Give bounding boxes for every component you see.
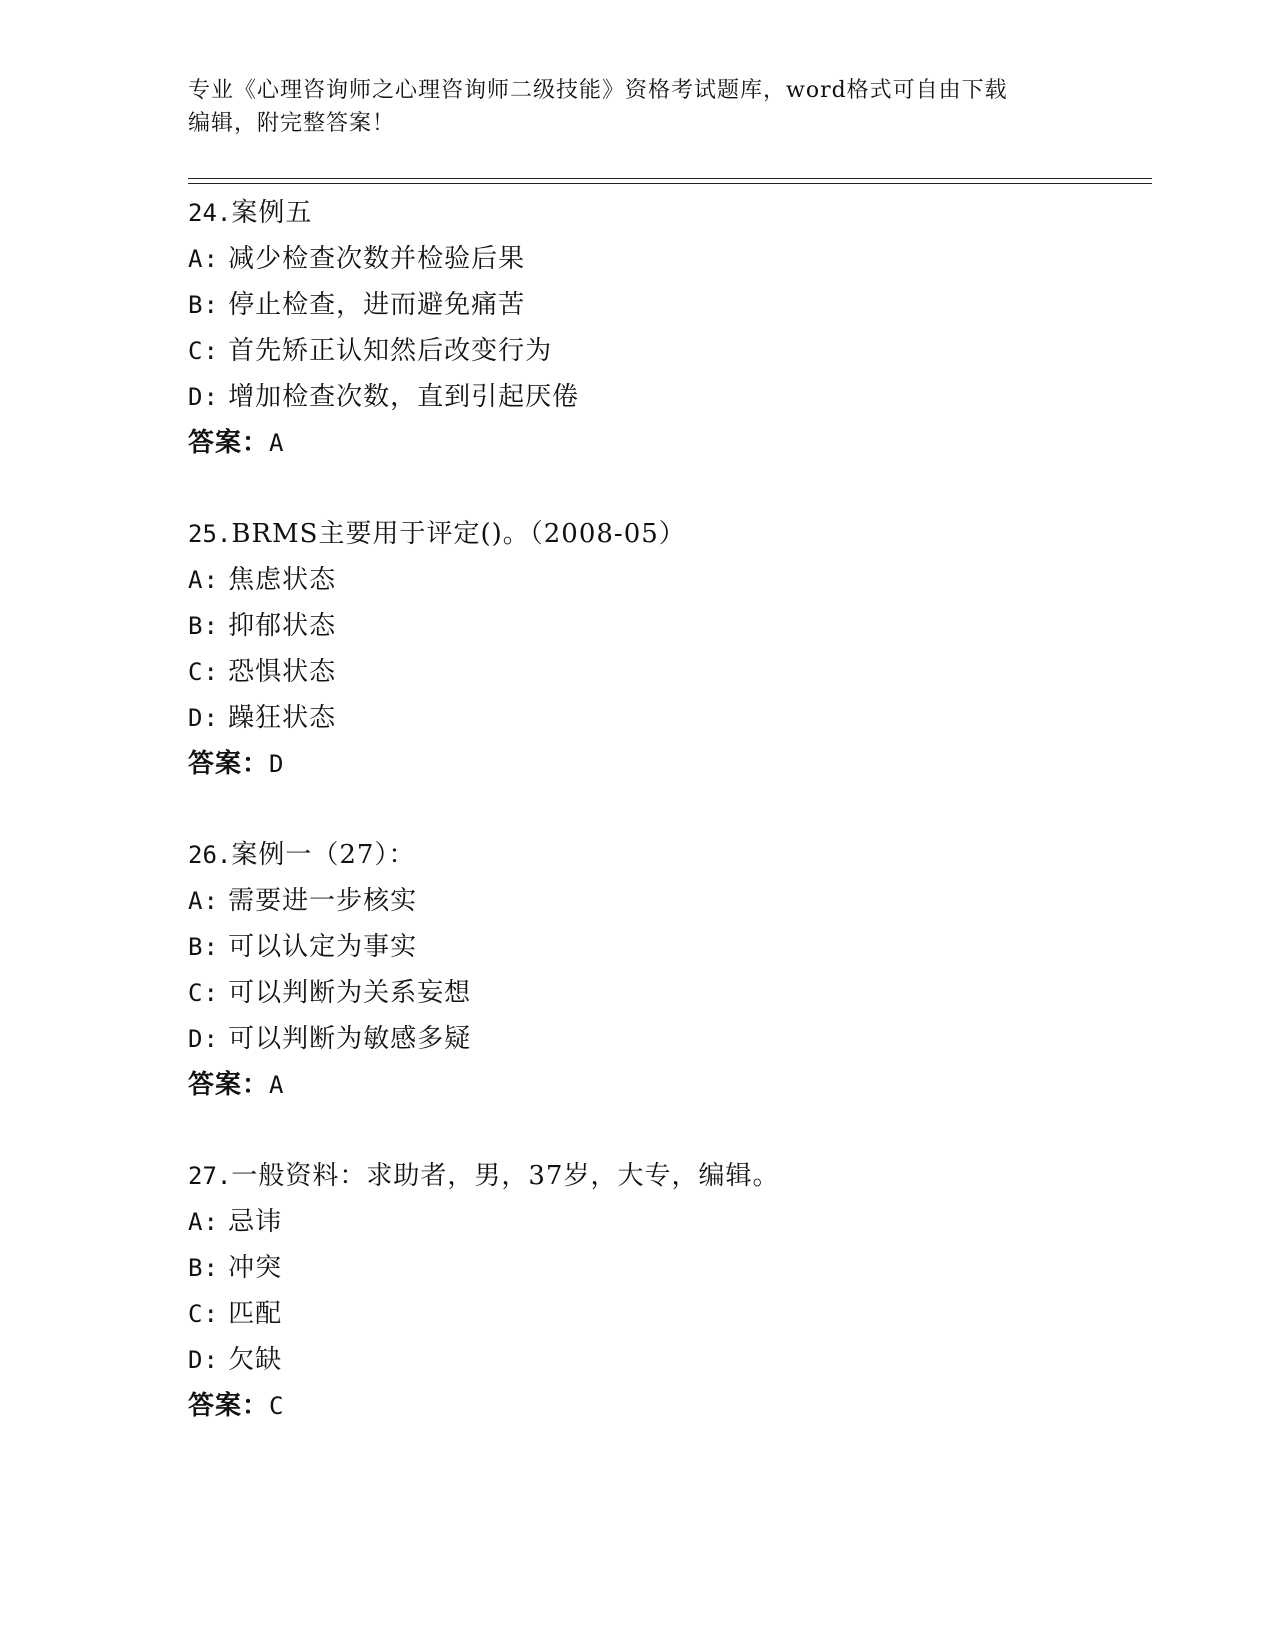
question-number: 26. <box>188 841 232 869</box>
option-text: 减少检查次数并检验后果 <box>228 244 526 274</box>
question-text: 案例五 <box>231 198 313 228</box>
question-list <box>188 190 1148 1474</box>
option-d <box>188 695 1148 741</box>
header-line-1: 专业《心理咨询师之心理咨询师二级技能》资格考试题库，word格式可自由下载 <box>188 78 1008 103</box>
question-number: 24. <box>188 199 232 227</box>
answer-line <box>188 741 1148 787</box>
question-title <box>188 1153 1148 1199</box>
option-text: 增加检查次数，直到引起厌倦 <box>228 382 580 412</box>
option-text: 抑郁状态 <box>228 611 337 641</box>
option-text: 恐惧状态 <box>228 657 337 687</box>
option-c <box>188 1291 1148 1337</box>
option-text: 首先矫正认知然后改变行为 <box>228 336 553 366</box>
option-text: 焦虑状态 <box>228 565 337 595</box>
answer-line <box>188 1383 1148 1429</box>
option-key: C: <box>188 658 219 686</box>
answer-label: 答案： <box>188 1391 270 1421</box>
answer-label: 答案： <box>188 1070 270 1100</box>
option-b <box>188 282 1148 328</box>
option-d <box>188 1337 1148 1383</box>
question-number: 27. <box>188 1162 232 1190</box>
option-c <box>188 328 1148 374</box>
option-key: C: <box>188 1300 219 1328</box>
option-key: A: <box>188 245 219 273</box>
option-key: A: <box>188 566 219 594</box>
option-d <box>188 374 1148 420</box>
option-key: D: <box>188 704 219 732</box>
option-a <box>188 1199 1148 1245</box>
option-b <box>188 1245 1148 1291</box>
option-text: 可以判断为敏感多疑 <box>228 1024 472 1054</box>
question-24 <box>188 190 1148 466</box>
question-text: 案例一（27）： <box>231 840 416 870</box>
question-title <box>188 190 1148 236</box>
option-key: B: <box>188 1254 219 1282</box>
option-text: 需要进一步核实 <box>228 886 418 916</box>
question-title <box>188 832 1148 878</box>
question-25 <box>188 511 1148 787</box>
answer-line <box>188 1062 1148 1108</box>
question-text: BRMS主要用于评定()。（2008-05） <box>231 519 686 549</box>
question-text: 一般资料：求助者，男，37岁，大专，编辑。 <box>231 1161 780 1191</box>
answer-value: D <box>269 750 285 778</box>
option-a <box>188 236 1148 282</box>
question-title <box>188 511 1148 557</box>
option-key: D: <box>188 1346 219 1374</box>
question-27 <box>188 1153 1148 1429</box>
option-text: 可以认定为事实 <box>228 932 418 962</box>
header-line-2: 编辑，附完整答案！ <box>188 111 396 136</box>
option-text: 匹配 <box>228 1299 283 1329</box>
header-divider-bottom <box>188 183 1152 184</box>
answer-line <box>188 420 1148 466</box>
option-text: 欠缺 <box>228 1345 283 1375</box>
option-key: D: <box>188 1025 219 1053</box>
option-text: 躁狂状态 <box>228 703 337 733</box>
question-26 <box>188 832 1148 1108</box>
option-key: B: <box>188 612 219 640</box>
option-text: 可以判断为关系妄想 <box>228 978 472 1008</box>
option-b <box>188 603 1148 649</box>
answer-label: 答案： <box>188 749 270 779</box>
option-c <box>188 649 1148 695</box>
option-text: 停止检查，进而避免痛苦 <box>228 290 526 320</box>
option-key: A: <box>188 887 219 915</box>
document-header <box>188 74 1088 140</box>
option-b <box>188 924 1148 970</box>
option-key: B: <box>188 933 219 961</box>
option-key: C: <box>188 979 219 1007</box>
answer-value: C <box>269 1392 285 1420</box>
option-key: D: <box>188 383 219 411</box>
option-d <box>188 1016 1148 1062</box>
option-text: 冲突 <box>228 1253 283 1283</box>
option-key: A: <box>188 1208 219 1236</box>
answer-value: A <box>269 1071 285 1099</box>
option-c <box>188 970 1148 1016</box>
answer-value: A <box>269 429 285 457</box>
question-number: 25. <box>188 520 232 548</box>
option-key: C: <box>188 337 219 365</box>
option-key: B: <box>188 291 219 319</box>
answer-label: 答案： <box>188 428 270 458</box>
option-a <box>188 878 1148 924</box>
option-text: 忌讳 <box>228 1207 283 1237</box>
option-a <box>188 557 1148 603</box>
header-divider-top <box>188 178 1152 179</box>
